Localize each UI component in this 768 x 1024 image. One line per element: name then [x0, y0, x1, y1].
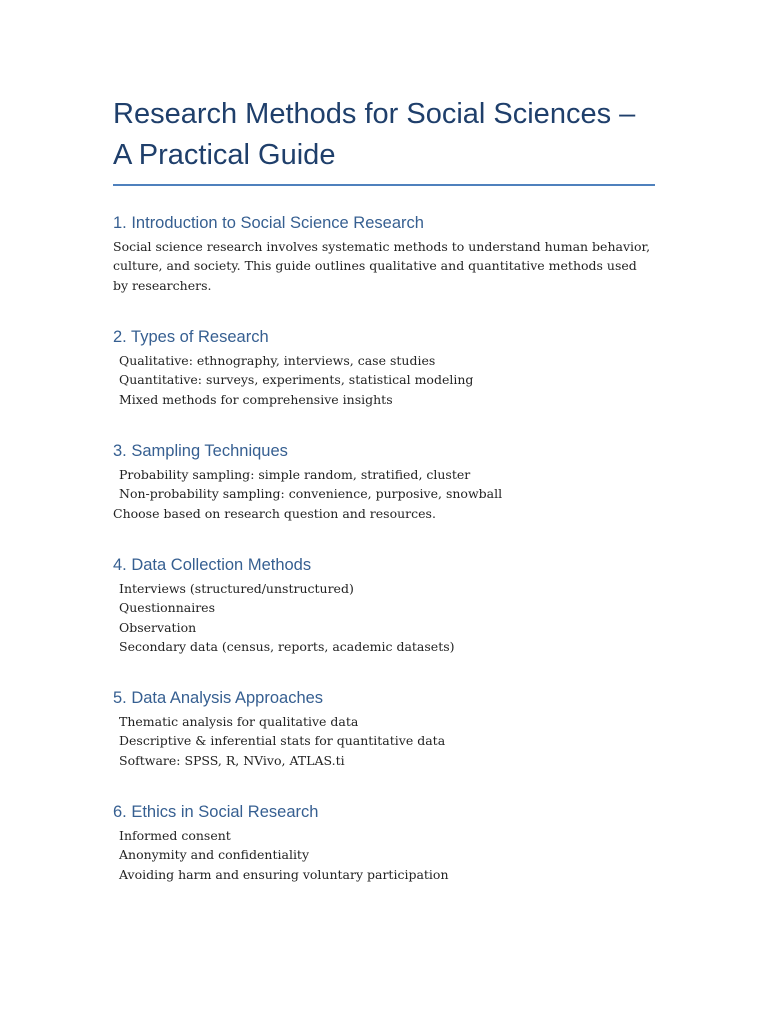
section-paragraph: Social science research involves systematic methods to understand human behavior, culture, and society. This guide outlines qualitative and quantitative methods used by researchers.: [113, 239, 651, 293]
section-data-analysis-approaches: [113, 687, 445, 770]
section-heading: 4. Data Collection Methods: [113, 556, 312, 574]
list-item: Thematic analysis for qualitative data: [119, 714, 359, 729]
list-item: Questionnaires: [119, 600, 215, 616]
list-item: Descriptive & inferential stats for quantitative data: [119, 733, 446, 749]
section-heading: 2. Types of Research: [113, 328, 269, 346]
list-item: Non-probability sampling: convenience, purposive, snowball: [119, 486, 503, 502]
list-item: Secondary data (census, reports, academic datasets): [119, 638, 455, 654]
list-item: Software: SPSS, R, NVivo, ATLAS.ti: [119, 752, 345, 768]
section-heading: 5. Data Analysis Approaches: [113, 689, 324, 707]
section-heading: 6. Ethics in Social Research: [113, 803, 319, 821]
list-item: Mixed methods for comprehensive insights: [119, 391, 393, 407]
list-item: Interviews (structured/unstructured): [119, 581, 354, 596]
list-item: Avoiding harm and ensuring voluntary participation: [119, 866, 449, 882]
section-sampling-techniques: [113, 440, 502, 523]
section-note: Choose based on research question and resources.: [113, 505, 436, 521]
document-page: [113, 94, 655, 882]
list-item: Qualitative: ethnography, interviews, case studies: [119, 353, 436, 368]
section-heading: 3. Sampling Techniques: [113, 442, 288, 460]
list-item: Probability sampling: simple random, stratified, cluster: [119, 467, 471, 482]
section-introduction: [113, 212, 655, 295]
document-title: Research Methods for Social Sciences – A Practical Guide: [113, 94, 655, 186]
section-heading: 1. Introduction to Social Science Research: [113, 214, 424, 232]
section-types-of-research: [113, 326, 473, 409]
section-data-collection-methods: [113, 554, 455, 656]
list-item: Anonymity and confidentiality: [119, 847, 310, 863]
list-item: Quantitative: surveys, experiments, statistical modeling: [119, 372, 474, 388]
list-item: Informed consent: [119, 828, 231, 843]
section-ethics-in-social-research: [113, 801, 449, 884]
list-item: Observation: [119, 619, 197, 635]
